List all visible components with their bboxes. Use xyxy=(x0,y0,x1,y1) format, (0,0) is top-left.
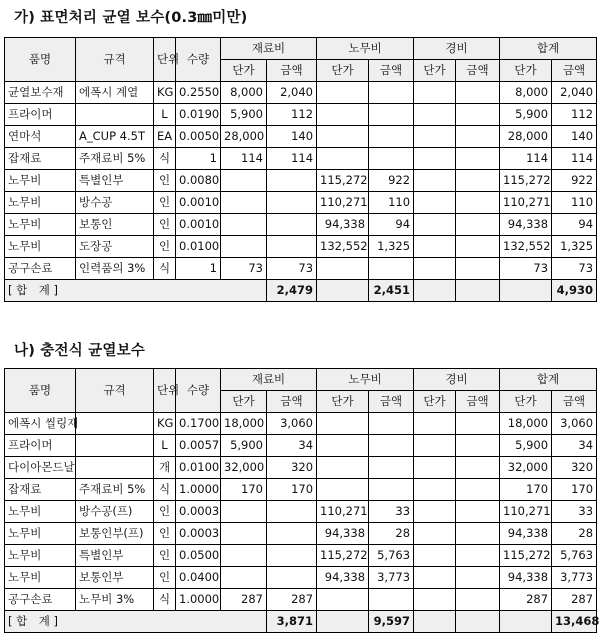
cell-name: 잡재료 xyxy=(5,148,76,170)
cell-name: 노무비 xyxy=(5,170,76,192)
header-name: 품명 xyxy=(5,369,76,413)
cell-material-amount: 287 xyxy=(267,589,317,611)
header-expense-unit-price: 단가 xyxy=(414,391,456,413)
cell-expense-unit-price xyxy=(414,413,456,435)
cell-name: 프라이머 xyxy=(5,104,76,126)
cell-total-unit-price: 170 xyxy=(500,479,552,501)
cell-total-unit-price: 115,272 xyxy=(500,170,552,192)
cell-total-unit-price: 94,338 xyxy=(500,567,552,589)
table-row xyxy=(5,258,597,280)
cell-name: 노무비 xyxy=(5,523,76,545)
cell-total-unit-price: 5,900 xyxy=(500,435,552,457)
cell-name: 노무비 xyxy=(5,501,76,523)
cell-labor-amount: 33 xyxy=(369,501,414,523)
cell-material-unit-price xyxy=(221,501,267,523)
cell-expense-unit-price xyxy=(414,126,456,148)
header-name: 품명 xyxy=(5,38,76,82)
cell-spec: 인력품의 3% xyxy=(76,258,154,280)
section2-title: 나) 충전식 균열보수 xyxy=(14,343,145,359)
cell-total-amount: 110 xyxy=(552,192,597,214)
cell-name: 노무비 xyxy=(5,567,76,589)
cell-qty: 0.0080 xyxy=(176,170,221,192)
cell-spec: 특별인부 xyxy=(76,545,154,567)
cell-labor-amount xyxy=(369,148,414,170)
cell-labor-amount xyxy=(369,435,414,457)
cell-qty: 1 xyxy=(176,148,221,170)
header-total: 합계 xyxy=(500,38,597,60)
cell-total-amount: 2,040 xyxy=(552,82,597,104)
total-labor-unit-price-empty xyxy=(317,280,369,302)
cell-material-amount xyxy=(267,567,317,589)
cell-labor-amount xyxy=(369,413,414,435)
cell-total-unit-price: 94,338 xyxy=(500,214,552,236)
cell-qty: 0.0010 xyxy=(176,192,221,214)
cell-material-unit-price: 18,000 xyxy=(221,413,267,435)
cell-unit: EA xyxy=(154,126,176,148)
header-expense-unit-price: 단가 xyxy=(414,60,456,82)
cell-material-amount: 3,060 xyxy=(267,413,317,435)
cell-total-amount: 140 xyxy=(552,126,597,148)
cell-total-amount: 5,763 xyxy=(552,545,597,567)
cell-unit: 인 xyxy=(154,523,176,545)
cell-unit: 인 xyxy=(154,545,176,567)
header-expense: 경비 xyxy=(414,369,500,391)
cell-material-amount xyxy=(267,170,317,192)
table-row xyxy=(5,170,597,192)
cell-expense-amount xyxy=(456,567,500,589)
cell-total-unit-price: 32,000 xyxy=(500,457,552,479)
cell-expense-amount xyxy=(456,589,500,611)
cell-labor-amount xyxy=(369,258,414,280)
cell-labor-amount: 3,773 xyxy=(369,567,414,589)
header-total-amount: 금액 xyxy=(552,391,597,413)
total-total-unit-price-empty xyxy=(500,611,552,633)
cell-expense-unit-price xyxy=(414,148,456,170)
cell-expense-amount xyxy=(456,148,500,170)
cell-qty: 0.0010 xyxy=(176,214,221,236)
cell-expense-amount xyxy=(456,545,500,567)
cell-spec xyxy=(76,104,154,126)
header-expense: 경비 xyxy=(414,38,500,60)
cell-material-unit-price xyxy=(221,214,267,236)
cell-total-unit-price: 5,900 xyxy=(500,104,552,126)
header-unit: 단위 xyxy=(154,38,176,82)
section1-total-row xyxy=(5,280,597,302)
section2-cost-table xyxy=(4,368,600,633)
cell-qty: 0.0190 xyxy=(176,104,221,126)
cell-material-unit-price: 73 xyxy=(221,258,267,280)
cell-spec: 주재료비 5% xyxy=(76,479,154,501)
cell-total-amount: 114 xyxy=(552,148,597,170)
section2-body xyxy=(5,413,597,611)
cell-material-unit-price: 170 xyxy=(221,479,267,501)
cell-spec xyxy=(76,413,154,435)
cell-qty: 0.0100 xyxy=(176,236,221,258)
cell-unit: L xyxy=(154,104,176,126)
cell-labor-amount: 28 xyxy=(369,523,414,545)
cell-expense-amount xyxy=(456,479,500,501)
cell-labor-unit-price xyxy=(317,457,369,479)
cell-unit: 인 xyxy=(154,214,176,236)
cell-expense-amount xyxy=(456,82,500,104)
cell-unit: KG xyxy=(154,82,176,104)
cell-material-amount: 34 xyxy=(267,435,317,457)
cell-unit: KG xyxy=(154,413,176,435)
cell-spec: 보통인 xyxy=(76,214,154,236)
total-labor-amount: 9,597 xyxy=(369,611,414,633)
cell-material-amount xyxy=(267,501,317,523)
cell-total-amount: 28 xyxy=(552,523,597,545)
cell-total-unit-price: 114 xyxy=(500,148,552,170)
cell-expense-unit-price xyxy=(414,104,456,126)
cell-spec: 방수공(프) xyxy=(76,501,154,523)
cell-name: 균열보수재 xyxy=(5,82,76,104)
cell-total-amount: 3,773 xyxy=(552,567,597,589)
total-total-amount: 13,468 xyxy=(552,611,597,633)
cell-expense-unit-price xyxy=(414,192,456,214)
table-row xyxy=(5,501,597,523)
total-material-amount: 3,871 xyxy=(267,611,317,633)
table-row xyxy=(5,545,597,567)
table-row xyxy=(5,479,597,501)
total-expense-amount xyxy=(456,280,500,302)
cell-material-unit-price: 32,000 xyxy=(221,457,267,479)
cell-expense-unit-price xyxy=(414,479,456,501)
cell-labor-amount xyxy=(369,457,414,479)
cell-spec: 노무비 3% xyxy=(76,589,154,611)
section2-total-row xyxy=(5,611,597,633)
cell-material-amount xyxy=(267,523,317,545)
table-row xyxy=(5,192,597,214)
header-total-unit-price: 단가 xyxy=(500,391,552,413)
cell-expense-unit-price xyxy=(414,170,456,192)
cell-expense-amount xyxy=(456,126,500,148)
table-row xyxy=(5,435,597,457)
total-total-amount: 4,930 xyxy=(552,280,597,302)
cell-labor-amount xyxy=(369,479,414,501)
cell-total-amount: 112 xyxy=(552,104,597,126)
table-row xyxy=(5,589,597,611)
cell-labor-amount xyxy=(369,82,414,104)
cell-expense-unit-price xyxy=(414,258,456,280)
cell-expense-amount xyxy=(456,214,500,236)
cell-expense-unit-price xyxy=(414,545,456,567)
cell-total-unit-price: 18,000 xyxy=(500,413,552,435)
cell-unit: 식 xyxy=(154,479,176,501)
header-labor-unit-price: 단가 xyxy=(317,391,369,413)
cell-labor-unit-price xyxy=(317,148,369,170)
cell-total-unit-price: 110,271 xyxy=(500,192,552,214)
cell-spec: 보통인부(프) xyxy=(76,523,154,545)
cell-total-unit-price: 73 xyxy=(500,258,552,280)
cell-total-amount: 1,325 xyxy=(552,236,597,258)
cell-material-unit-price xyxy=(221,567,267,589)
cell-spec: 보통인부 xyxy=(76,567,154,589)
header-material: 재료비 xyxy=(221,38,317,60)
cell-labor-amount xyxy=(369,126,414,148)
table-row xyxy=(5,236,597,258)
cell-spec xyxy=(76,435,154,457)
cell-qty: 1.0000 xyxy=(176,479,221,501)
cell-unit: L xyxy=(154,435,176,457)
cell-labor-amount: 922 xyxy=(369,170,414,192)
table-row xyxy=(5,126,597,148)
cell-material-unit-price xyxy=(221,236,267,258)
cell-unit: 식 xyxy=(154,148,176,170)
header-labor-amount: 금액 xyxy=(369,391,414,413)
cell-total-amount: 170 xyxy=(552,479,597,501)
total-material-amount: 2,479 xyxy=(267,280,317,302)
cell-expense-unit-price xyxy=(414,236,456,258)
cell-name: 공구손료 xyxy=(5,258,76,280)
cell-material-unit-price: 114 xyxy=(221,148,267,170)
cell-labor-unit-price xyxy=(317,126,369,148)
total-expense-unit-price-empty xyxy=(414,280,456,302)
cell-labor-unit-price: 132,552 xyxy=(317,236,369,258)
cell-name: 노무비 xyxy=(5,545,76,567)
cell-expense-amount xyxy=(456,258,500,280)
total-label: [ 합 계 ] xyxy=(5,280,267,302)
cell-name: 연마석 xyxy=(5,126,76,148)
table-row xyxy=(5,82,597,104)
header-qty: 수량 xyxy=(176,369,221,413)
header-material-unit-price: 단가 xyxy=(221,391,267,413)
cell-material-amount: 320 xyxy=(267,457,317,479)
cell-qty: 0.2550 xyxy=(176,82,221,104)
cell-unit: 개 xyxy=(154,457,176,479)
header-total: 합계 xyxy=(500,369,597,391)
cell-material-unit-price: 5,900 xyxy=(221,435,267,457)
total-labor-unit-price-empty xyxy=(317,611,369,633)
cell-labor-unit-price: 94,338 xyxy=(317,214,369,236)
cell-spec: 에폭시 계열 xyxy=(76,82,154,104)
cell-spec: 특별인부 xyxy=(76,170,154,192)
cell-labor-unit-price xyxy=(317,589,369,611)
cell-name: 에폭시 씰링재 xyxy=(5,413,76,435)
cell-total-unit-price: 115,272 xyxy=(500,545,552,567)
cell-labor-amount xyxy=(369,104,414,126)
cell-expense-amount xyxy=(456,413,500,435)
cell-unit: 인 xyxy=(154,236,176,258)
header-expense-amount: 금액 xyxy=(456,391,500,413)
cell-material-amount xyxy=(267,545,317,567)
cell-total-amount: 922 xyxy=(552,170,597,192)
cell-labor-amount: 94 xyxy=(369,214,414,236)
cell-qty: 0.0400 xyxy=(176,567,221,589)
header-material-amount: 금액 xyxy=(267,60,317,82)
cell-labor-unit-price xyxy=(317,413,369,435)
cell-total-unit-price: 28,000 xyxy=(500,126,552,148)
cell-unit: 인 xyxy=(154,170,176,192)
header-labor: 노무비 xyxy=(317,369,414,391)
cell-total-amount: 34 xyxy=(552,435,597,457)
total-expense-unit-price-empty xyxy=(414,611,456,633)
cell-spec: 방수공 xyxy=(76,192,154,214)
cell-unit: 인 xyxy=(154,501,176,523)
cell-material-unit-price: 5,900 xyxy=(221,104,267,126)
header-total-unit-price: 단가 xyxy=(500,60,552,82)
cell-labor-unit-price: 110,271 xyxy=(317,192,369,214)
cell-labor-unit-price xyxy=(317,479,369,501)
cell-spec: 주재료비 5% xyxy=(76,148,154,170)
table-row xyxy=(5,214,597,236)
cell-expense-unit-price xyxy=(414,435,456,457)
cell-name: 노무비 xyxy=(5,214,76,236)
total-label: [ 합 계 ] xyxy=(5,611,267,633)
cell-qty: 0.0500 xyxy=(176,545,221,567)
header-spec: 규격 xyxy=(76,38,154,82)
section1-body xyxy=(5,82,597,280)
cell-expense-amount xyxy=(456,501,500,523)
table-row xyxy=(5,413,597,435)
cell-expense-amount xyxy=(456,457,500,479)
cell-labor-unit-price: 94,338 xyxy=(317,567,369,589)
cell-material-unit-price xyxy=(221,170,267,192)
table-row xyxy=(5,104,597,126)
cell-expense-amount xyxy=(456,104,500,126)
table-row xyxy=(5,567,597,589)
header-labor-unit-price: 단가 xyxy=(317,60,369,82)
cell-labor-amount: 5,763 xyxy=(369,545,414,567)
total-total-unit-price-empty xyxy=(500,280,552,302)
total-labor-amount: 2,451 xyxy=(369,280,414,302)
cell-name: 다이아몬드날 xyxy=(5,457,76,479)
cell-expense-unit-price xyxy=(414,214,456,236)
total-expense-amount xyxy=(456,611,500,633)
header-qty: 수량 xyxy=(176,38,221,82)
header-total-amount: 금액 xyxy=(552,60,597,82)
cell-labor-amount xyxy=(369,589,414,611)
cell-labor-unit-price: 115,272 xyxy=(317,170,369,192)
cell-material-amount xyxy=(267,192,317,214)
cell-expense-unit-price xyxy=(414,82,456,104)
cell-material-amount: 140 xyxy=(267,126,317,148)
header-unit: 단위 xyxy=(154,369,176,413)
cell-expense-amount xyxy=(456,435,500,457)
cell-material-unit-price xyxy=(221,545,267,567)
header-labor: 노무비 xyxy=(317,38,414,60)
cell-unit: 인 xyxy=(154,567,176,589)
cell-qty: 0.1700 xyxy=(176,413,221,435)
cell-unit: 식 xyxy=(154,589,176,611)
cell-name: 공구손료 xyxy=(5,589,76,611)
cell-total-unit-price: 110,271 xyxy=(500,501,552,523)
cell-name: 잡재료 xyxy=(5,479,76,501)
cell-total-amount: 73 xyxy=(552,258,597,280)
cell-qty: 1.0000 xyxy=(176,589,221,611)
cell-total-unit-price: 8,000 xyxy=(500,82,552,104)
cell-name: 노무비 xyxy=(5,236,76,258)
cell-material-unit-price: 8,000 xyxy=(221,82,267,104)
cell-material-amount xyxy=(267,214,317,236)
cell-labor-unit-price: 110,271 xyxy=(317,501,369,523)
cell-labor-unit-price: 94,338 xyxy=(317,523,369,545)
cell-expense-unit-price xyxy=(414,567,456,589)
cell-total-amount: 3,060 xyxy=(552,413,597,435)
cell-total-amount: 94 xyxy=(552,214,597,236)
cell-name: 노무비 xyxy=(5,192,76,214)
cell-qty: 0.0003 xyxy=(176,523,221,545)
cell-material-amount xyxy=(267,236,317,258)
cell-labor-unit-price xyxy=(317,258,369,280)
cell-material-unit-price: 287 xyxy=(221,589,267,611)
cell-spec: A_CUP 4.5T xyxy=(76,126,154,148)
cell-total-amount: 33 xyxy=(552,501,597,523)
table-row xyxy=(5,457,597,479)
section1-cost-table xyxy=(4,37,597,302)
cell-labor-amount: 110 xyxy=(369,192,414,214)
header-expense-amount: 금액 xyxy=(456,60,500,82)
cell-total-unit-price: 287 xyxy=(500,589,552,611)
header-material-unit-price: 단가 xyxy=(221,60,267,82)
cell-qty: 0.0100 xyxy=(176,457,221,479)
header-material: 재료비 xyxy=(221,369,317,391)
table-row xyxy=(5,148,597,170)
cell-expense-amount xyxy=(456,170,500,192)
cell-labor-unit-price xyxy=(317,104,369,126)
cell-qty: 0.0050 xyxy=(176,126,221,148)
cell-expense-unit-price xyxy=(414,457,456,479)
cell-material-unit-price: 28,000 xyxy=(221,126,267,148)
header-material-amount: 금액 xyxy=(267,391,317,413)
cell-name: 프라이머 xyxy=(5,435,76,457)
cell-total-unit-price: 132,552 xyxy=(500,236,552,258)
cell-spec: 도장공 xyxy=(76,236,154,258)
cell-expense-amount xyxy=(456,236,500,258)
cell-spec xyxy=(76,457,154,479)
cell-qty: 1 xyxy=(176,258,221,280)
cell-material-amount: 73 xyxy=(267,258,317,280)
cell-total-amount: 287 xyxy=(552,589,597,611)
cell-expense-amount xyxy=(456,523,500,545)
table-row xyxy=(5,523,597,545)
cell-labor-unit-price: 115,272 xyxy=(317,545,369,567)
header-labor-amount: 금액 xyxy=(369,60,414,82)
header-spec: 규격 xyxy=(76,369,154,413)
cell-labor-amount: 1,325 xyxy=(369,236,414,258)
cell-material-amount: 170 xyxy=(267,479,317,501)
cell-material-amount: 114 xyxy=(267,148,317,170)
cell-material-amount: 2,040 xyxy=(267,82,317,104)
cell-unit: 식 xyxy=(154,258,176,280)
cell-qty: 0.0003 xyxy=(176,501,221,523)
cell-expense-unit-price xyxy=(414,501,456,523)
cell-total-amount: 320 xyxy=(552,457,597,479)
cell-material-unit-price xyxy=(221,192,267,214)
section1-title: 가) 표면처리 균열 보수(0.3㎜미만) xyxy=(14,10,248,26)
cell-qty: 0.0057 xyxy=(176,435,221,457)
cell-labor-unit-price xyxy=(317,435,369,457)
cell-material-unit-price xyxy=(221,523,267,545)
cell-material-amount: 112 xyxy=(267,104,317,126)
cell-expense-amount xyxy=(456,192,500,214)
cell-expense-unit-price xyxy=(414,589,456,611)
cell-labor-unit-price xyxy=(317,82,369,104)
cell-expense-unit-price xyxy=(414,523,456,545)
cell-total-unit-price: 94,338 xyxy=(500,523,552,545)
cell-unit: 인 xyxy=(154,192,176,214)
